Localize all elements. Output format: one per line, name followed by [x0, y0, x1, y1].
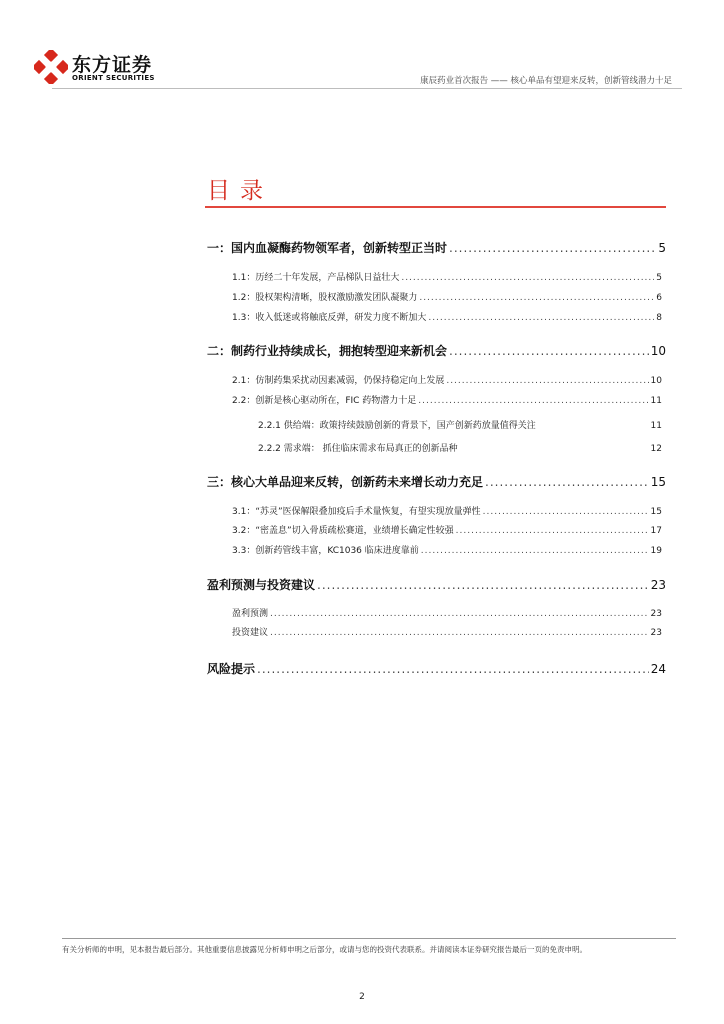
report-header-title: 康辰药业首次报告 —— 核心单品有望迎来反转，创新管线潜力十足 — [420, 76, 672, 86]
toc-entry-page: 10 — [650, 376, 662, 386]
toc-entry[interactable] — [232, 606, 662, 619]
header-divider — [52, 88, 682, 89]
toc-entry-page: 15 — [650, 507, 662, 517]
toc-entry-page: 5 — [658, 241, 666, 255]
toc-entry[interactable] — [232, 270, 662, 283]
toc-entry[interactable] — [232, 393, 662, 406]
toc-entry-text: 投资建议 — [232, 628, 269, 638]
toc-leader-dots — [270, 610, 649, 619]
brand-name-en: ORIENT SECURITIES — [72, 74, 155, 82]
toc-title-divider — [205, 206, 666, 208]
toc-leader-dots — [401, 274, 654, 283]
toc-entry-text: 2.1：仿制药集采扰动因素减弱，仍保持稳定向上发展 — [232, 376, 445, 386]
toc-leader-dots — [317, 579, 649, 591]
toc-entry-page: 23 — [650, 628, 662, 638]
toc-leader-dots — [483, 508, 649, 517]
toc-entry-page: 24 — [650, 662, 666, 676]
toc-leader-dots — [428, 314, 654, 323]
toc-leader-dots — [449, 242, 656, 254]
toc-entry-page: 8 — [656, 313, 662, 323]
toc-entry-text: 2.2.2 需求端： 抓住临床需求布局真正的创新品种 — [258, 444, 458, 454]
toc-leader-dots — [418, 397, 648, 406]
orient-logo-icon — [34, 50, 68, 84]
toc-entry-text: 3.2：“密盖息”切入骨质疏松赛道，业绩增长确定性较强 — [232, 526, 454, 536]
toc-entry[interactable] — [232, 310, 662, 323]
toc-entry[interactable] — [232, 543, 662, 556]
toc-entry-page: 5 — [656, 273, 662, 283]
toc-entry[interactable] — [207, 576, 666, 593]
toc-entry-text: 3.1：“苏灵”医保解限叠加疫后手术量恢复，有望实现放量弹性 — [232, 507, 481, 517]
toc-entry-page: 11 — [650, 396, 662, 406]
toc-entry-text: 1.3：收入低迷或将触底反弹，研发力度不断加大 — [232, 313, 427, 323]
toc-entry-page: 6 — [656, 293, 662, 303]
toc-leader-dots — [446, 377, 648, 386]
toc-leader-dots — [270, 629, 649, 638]
toc-entry-text: 1.1：历经二十年发展，产品梯队日益壮大 — [232, 273, 400, 283]
toc-entry-page: 23 — [650, 609, 662, 619]
toc-entry-text: 2.2：创新是核心驱动所在，FIC 药物潜力十足 — [232, 396, 417, 406]
footer-disclaimer: 有关分析师的申明，见本报告最后部分。其他重要信息披露见分析师申明之后部分，或请与您的投资代表联系。并请阅读本证券研究报告最后一页的免责申明。 — [62, 945, 587, 954]
toc-title: 目录 — [207, 178, 273, 204]
toc-entry-text: 风险提示 — [207, 662, 256, 676]
footer-divider — [62, 938, 676, 939]
toc-entry-page: 12 — [650, 444, 662, 454]
toc-entry[interactable] — [207, 660, 666, 677]
toc-entry[interactable] — [258, 418, 662, 431]
toc-entry-page: 19 — [650, 546, 662, 556]
toc-leader-dots — [485, 476, 649, 488]
brand-name-cn: 东方证券 — [72, 54, 153, 76]
toc-entry-text: 2.2.1 供给端：政策持续鼓励创新的背景下，国产创新药放量值得关注 — [258, 421, 536, 431]
toc-entry[interactable] — [207, 473, 666, 490]
toc-entry[interactable] — [207, 342, 666, 359]
toc-entry-page: 23 — [650, 578, 666, 592]
toc-leader-dots — [449, 345, 649, 357]
toc-leader-dots — [456, 527, 649, 536]
toc-entry[interactable] — [232, 523, 662, 536]
toc-leader-dots — [421, 547, 649, 556]
toc-entry-page: 10 — [650, 344, 666, 358]
toc-entry-text: 一：国内血凝酶药物领军者，创新转型正当时 — [207, 241, 448, 255]
toc-entry-text: 盈利预测与投资建议 — [207, 578, 316, 592]
toc-entry-page: 17 — [650, 526, 662, 536]
toc-entry[interactable] — [232, 373, 662, 386]
toc-entry-page: 15 — [650, 475, 666, 489]
toc-entry-text: 1.2：股权架构清晰，股权激励激发团队凝聚力 — [232, 293, 418, 303]
toc-leader-dots — [257, 663, 649, 675]
toc-entry[interactable] — [207, 239, 666, 256]
orient-securities-logo — [34, 50, 164, 86]
toc-leader-dots — [419, 294, 654, 303]
toc-entry-text: 二：制药行业持续成长，拥抱转型迎来新机会 — [207, 344, 448, 358]
toc-entry[interactable] — [258, 441, 662, 454]
toc-entry[interactable] — [232, 504, 662, 517]
toc-entry-text: 三：核心大单品迎来反转，创新药未来增长动力充足 — [207, 475, 484, 489]
toc-entry-page: 11 — [650, 421, 662, 431]
page-number: 2 — [359, 992, 365, 1002]
toc-entry[interactable] — [232, 290, 662, 303]
toc-entry-text: 3.3：创新药管线丰富，KC1036 临床进度靠前 — [232, 546, 419, 556]
toc-entry-text: 盈利预测 — [232, 609, 269, 619]
toc-entry[interactable] — [232, 625, 662, 638]
